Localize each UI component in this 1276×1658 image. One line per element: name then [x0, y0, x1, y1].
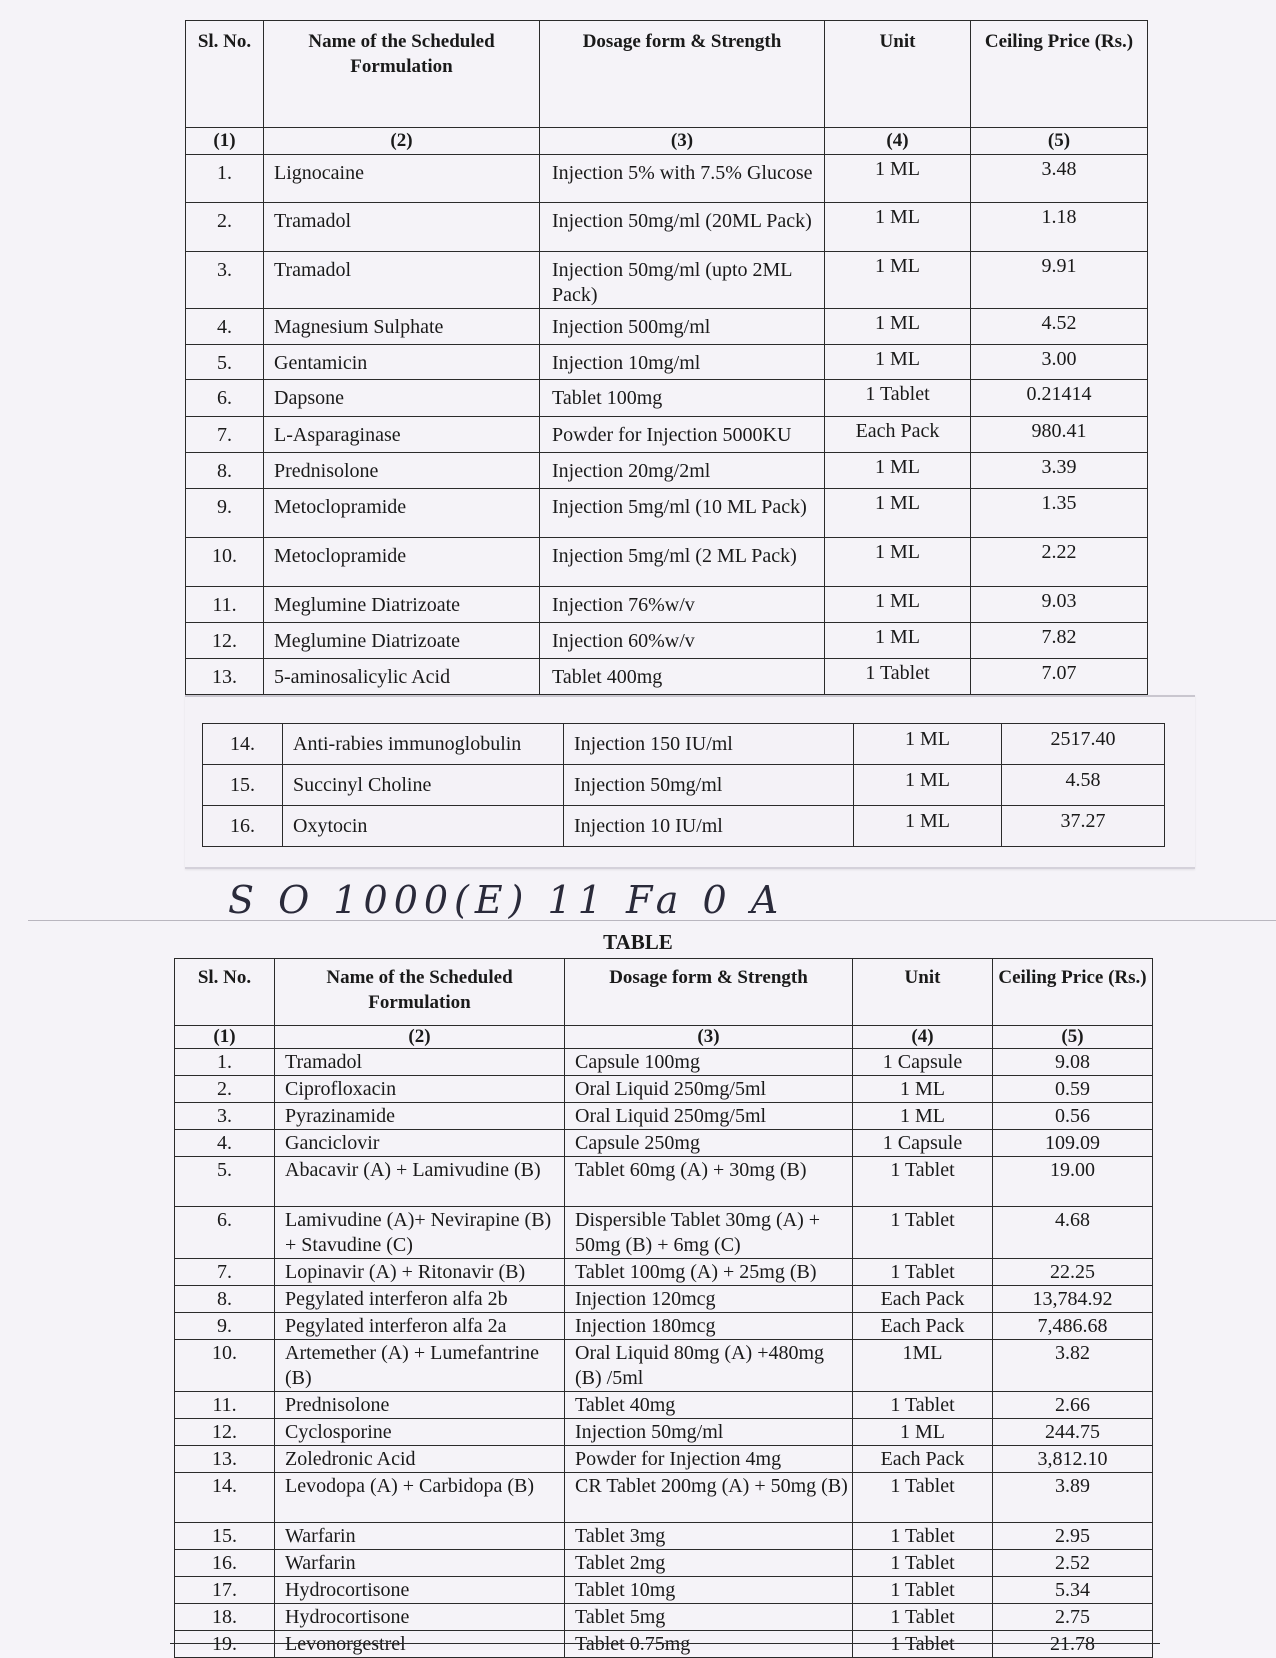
col-number: (4) — [825, 128, 971, 155]
cell-dosage: Injection 50mg/ml — [564, 765, 854, 806]
cell-unit: Each Pack — [853, 1446, 993, 1473]
table-row — [175, 1446, 1153, 1473]
cell-dosage: Tablet 40mg — [565, 1392, 853, 1419]
cell-ceiling-price: 4.58 — [1002, 765, 1165, 806]
table-row — [186, 623, 1148, 659]
cell-dosage: Oral Liquid 250mg/5ml — [565, 1103, 853, 1130]
cell-ceiling-price: 22.25 — [993, 1259, 1153, 1286]
table-row — [175, 1076, 1153, 1103]
col-number: (3) — [565, 1026, 853, 1049]
cell-formulation: Meglumine Diatrizoate — [264, 587, 540, 623]
header-dosage: Dosage form & Strength — [540, 21, 825, 128]
cell-sl-no: 6. — [186, 380, 264, 417]
cell-dosage: Oral Liquid 250mg/5ml — [565, 1076, 853, 1103]
header-sl-no: Sl. No. — [175, 959, 275, 1026]
cell-formulation: Hydrocortisone — [275, 1577, 565, 1604]
table-row — [175, 1340, 1153, 1392]
table-row — [175, 1207, 1153, 1259]
cell-dosage: Injection 500mg/ml — [540, 309, 825, 345]
cell-dosage: Tablet 60mg (A) + 30mg (B) — [565, 1157, 853, 1207]
table-caption: TABLE — [603, 930, 673, 954]
table-row — [203, 806, 1165, 847]
col-number: (5) — [993, 1026, 1153, 1049]
cell-sl-no: 10. — [175, 1340, 275, 1392]
table-row — [175, 1313, 1153, 1340]
cell-formulation: Magnesium Sulphate — [264, 309, 540, 345]
header-ceiling-price: Ceiling Price (Rs.) — [971, 21, 1148, 128]
cell-sl-no: 11. — [186, 587, 264, 623]
cell-unit: 1 Tablet — [853, 1473, 993, 1523]
cell-formulation: Pegylated interferon alfa 2b — [275, 1286, 565, 1313]
cell-sl-no: 14. — [203, 724, 283, 765]
cell-formulation: Meglumine Diatrizoate — [264, 623, 540, 659]
cell-dosage: Injection 50mg/ml — [565, 1419, 853, 1446]
col-number: (2) — [275, 1026, 565, 1049]
cell-formulation: Tramadol — [275, 1049, 565, 1076]
cell-dosage: Capsule 100mg — [565, 1049, 853, 1076]
cell-ceiling-price: 2517.40 — [1002, 724, 1165, 765]
header-dosage: Dosage form & Strength — [565, 959, 853, 1026]
cell-dosage: Powder for Injection 5000KU — [540, 417, 825, 453]
cell-unit: 1 ML — [825, 453, 971, 489]
cell-sl-no: 2. — [175, 1076, 275, 1103]
cell-unit: 1 Tablet — [853, 1259, 993, 1286]
table-row — [186, 489, 1148, 538]
cell-formulation: L-Asparaginase — [264, 417, 540, 453]
cell-unit: 1 ML — [853, 1076, 993, 1103]
col-number: (3) — [540, 128, 825, 155]
header-unit: Unit — [825, 21, 971, 128]
cell-dosage: Injection 120mcg — [565, 1286, 853, 1313]
cell-formulation: Pegylated interferon alfa 2a — [275, 1313, 565, 1340]
cell-formulation: Lopinavir (A) + Ritonavir (B) — [275, 1259, 565, 1286]
cell-formulation: Abacavir (A) + Lamivudine (B) — [275, 1157, 565, 1207]
cell-dosage: Injection 20mg/2ml — [540, 453, 825, 489]
price-table-lower — [174, 958, 1153, 1658]
table-row — [186, 659, 1148, 695]
cell-ceiling-price: 37.27 — [1002, 806, 1165, 847]
cell-ceiling-price: 2.75 — [993, 1604, 1153, 1631]
cell-formulation: Warfarin — [275, 1550, 565, 1577]
cell-dosage: Injection 50mg/ml (20ML Pack) — [540, 203, 825, 252]
cell-formulation: Ganciclovir — [275, 1130, 565, 1157]
cell-unit: 1 Tablet — [825, 659, 971, 695]
table-row — [175, 1392, 1153, 1419]
cell-sl-no: 19. — [175, 1631, 275, 1658]
cell-dosage: Capsule 250mg — [565, 1130, 853, 1157]
col-number: (4) — [853, 1026, 993, 1049]
price-table-strip — [202, 723, 1165, 847]
cell-sl-no: 7. — [175, 1259, 275, 1286]
header-sl-no: Sl. No. — [186, 21, 264, 128]
cell-ceiling-price: 9.91 — [971, 252, 1148, 309]
cell-sl-no: 12. — [186, 623, 264, 659]
header-ceiling-price: Ceiling Price (Rs.) — [993, 959, 1153, 1026]
cell-dosage: Tablet 0.75mg — [565, 1631, 853, 1658]
cell-sl-no: 1. — [186, 155, 264, 203]
cell-sl-no: 15. — [203, 765, 283, 806]
cell-formulation: Succinyl Choline — [283, 765, 564, 806]
cell-unit: 1 ML — [853, 1419, 993, 1446]
cell-ceiling-price: 3.89 — [993, 1473, 1153, 1523]
cell-dosage: Injection 50mg/ml (upto 2ML Pack) — [540, 252, 825, 309]
table-row — [175, 1419, 1153, 1446]
cell-unit: 1 Tablet — [853, 1631, 993, 1658]
cell-unit: 1 ML — [853, 1103, 993, 1130]
table-header-row — [175, 959, 1153, 1026]
table-row — [186, 345, 1148, 380]
cell-sl-no: 13. — [175, 1446, 275, 1473]
cell-unit: 1 Tablet — [825, 380, 971, 417]
cell-unit: 1 ML — [825, 587, 971, 623]
table-row — [175, 1550, 1153, 1577]
cell-ceiling-price: 2.22 — [971, 538, 1148, 587]
cell-unit: 1 ML — [825, 538, 971, 587]
cell-dosage: Tablet 100mg — [540, 380, 825, 417]
cell-dosage: Injection 5mg/ml (2 ML Pack) — [540, 538, 825, 587]
cell-sl-no: 3. — [175, 1103, 275, 1130]
cell-ceiling-price: 1.35 — [971, 489, 1148, 538]
cell-ceiling-price: 2.95 — [993, 1523, 1153, 1550]
cell-unit: 1 Tablet — [853, 1577, 993, 1604]
cell-ceiling-price: 1.18 — [971, 203, 1148, 252]
cell-unit: 1 ML — [825, 252, 971, 309]
cell-ceiling-price: 21.78 — [993, 1631, 1153, 1658]
cell-ceiling-price: 2.66 — [993, 1392, 1153, 1419]
cell-sl-no: 5. — [175, 1157, 275, 1207]
column-number-row — [175, 1026, 1153, 1049]
table-row — [186, 453, 1148, 489]
cell-ceiling-price: 4.68 — [993, 1207, 1153, 1259]
cell-dosage: Dispersible Tablet 30mg (A) + 50mg (B) + 6mg (C) — [565, 1207, 853, 1259]
cell-sl-no: 4. — [175, 1130, 275, 1157]
cell-formulation: Prednisolone — [264, 453, 540, 489]
header-unit: Unit — [853, 959, 993, 1026]
cell-ceiling-price: 3.48 — [971, 155, 1148, 203]
table-row — [175, 1523, 1153, 1550]
cell-sl-no: 15. — [175, 1523, 275, 1550]
handwritten-note: S O 1000(E) 11 Fa 0 A — [228, 878, 785, 922]
cell-ceiling-price: 19.00 — [993, 1157, 1153, 1207]
cell-formulation: Lignocaine — [264, 155, 540, 203]
cell-formulation: Cyclosporine — [275, 1419, 565, 1446]
column-number-row — [186, 128, 1148, 155]
cell-unit: 1 ML — [854, 765, 1002, 806]
cell-sl-no: 9. — [175, 1313, 275, 1340]
table-row — [186, 252, 1148, 309]
cell-formulation: Metoclopramide — [264, 489, 540, 538]
table-row — [175, 1286, 1153, 1313]
cell-formulation: Tramadol — [264, 252, 540, 309]
cell-sl-no: 8. — [175, 1286, 275, 1313]
cell-formulation: Pyrazinamide — [275, 1103, 565, 1130]
table-row — [186, 417, 1148, 453]
col-number: (1) — [186, 128, 264, 155]
cell-ceiling-price: 7,486.68 — [993, 1313, 1153, 1340]
cell-sl-no: 17. — [175, 1577, 275, 1604]
cell-ceiling-price: 109.09 — [993, 1130, 1153, 1157]
cell-dosage: Injection 60%w/v — [540, 623, 825, 659]
table-row — [186, 309, 1148, 345]
cell-unit: 1 ML — [825, 489, 971, 538]
cell-dosage: Injection 150 IU/ml — [564, 724, 854, 765]
cell-sl-no: 9. — [186, 489, 264, 538]
cell-formulation: Prednisolone — [275, 1392, 565, 1419]
header-formulation: Name of the Scheduled Formulation — [264, 21, 540, 128]
cell-dosage: Powder for Injection 4mg — [565, 1446, 853, 1473]
table-row — [186, 155, 1148, 203]
cell-ceiling-price: 0.59 — [993, 1076, 1153, 1103]
cell-ceiling-price: 4.52 — [971, 309, 1148, 345]
table-row — [175, 1577, 1153, 1604]
cell-dosage: Injection 10mg/ml — [540, 345, 825, 380]
cell-formulation: Dapsone — [264, 380, 540, 417]
cell-ceiling-price: 13,784.92 — [993, 1286, 1153, 1313]
cell-formulation: Levonorgestrel — [275, 1631, 565, 1658]
cell-dosage: Tablet 5mg — [565, 1604, 853, 1631]
cell-dosage: CR Tablet 200mg (A) + 50mg (B) — [565, 1473, 853, 1523]
cell-sl-no: 2. — [186, 203, 264, 252]
cell-dosage: Oral Liquid 80mg (A) +480mg (B) /5ml — [565, 1340, 853, 1392]
cell-dosage: Injection 76%w/v — [540, 587, 825, 623]
cell-formulation: Ciprofloxacin — [275, 1076, 565, 1103]
cell-dosage: Tablet 2mg — [565, 1550, 853, 1577]
cell-sl-no: 16. — [203, 806, 283, 847]
cell-sl-no: 6. — [175, 1207, 275, 1259]
cell-sl-no: 3. — [186, 252, 264, 309]
table-row — [186, 538, 1148, 587]
cell-ceiling-price: 3.82 — [993, 1340, 1153, 1392]
cell-dosage: Tablet 400mg — [540, 659, 825, 695]
cell-unit: 1 ML — [825, 203, 971, 252]
table-row — [186, 203, 1148, 252]
table-row — [175, 1049, 1153, 1076]
cell-unit: 1 ML — [825, 623, 971, 659]
cell-sl-no: 11. — [175, 1392, 275, 1419]
cell-dosage: Injection 5% with 7.5% Glucose — [540, 155, 825, 203]
cell-ceiling-price: 5.34 — [993, 1577, 1153, 1604]
cell-formulation: Oxytocin — [283, 806, 564, 847]
cell-unit: 1 Tablet — [853, 1392, 993, 1419]
cell-ceiling-price: 2.52 — [993, 1550, 1153, 1577]
cell-ceiling-price: 3.00 — [971, 345, 1148, 380]
cell-unit: 1 Tablet — [853, 1157, 993, 1207]
cell-sl-no: 1. — [175, 1049, 275, 1076]
cell-sl-no: 7. — [186, 417, 264, 453]
cell-formulation: Zoledronic Acid — [275, 1446, 565, 1473]
cell-formulation: Tramadol — [264, 203, 540, 252]
cell-ceiling-price: 7.82 — [971, 623, 1148, 659]
col-number: (2) — [264, 128, 540, 155]
cell-ceiling-price: 3,812.10 — [993, 1446, 1153, 1473]
cell-unit: Each Pack — [853, 1313, 993, 1340]
cell-sl-no: 13. — [186, 659, 264, 695]
cell-formulation: Gentamicin — [264, 345, 540, 380]
cell-unit: 1 Tablet — [853, 1550, 993, 1577]
cell-sl-no: 5. — [186, 345, 264, 380]
cell-unit: 1 ML — [854, 806, 1002, 847]
col-number: (5) — [971, 128, 1148, 155]
cell-dosage: Injection 180mcg — [565, 1313, 853, 1340]
table-body — [186, 155, 1148, 695]
cell-formulation: Warfarin — [275, 1523, 565, 1550]
cell-formulation: Artemether (A) + Lumefantrine (B) — [275, 1340, 565, 1392]
table-body — [175, 1049, 1153, 1658]
cell-ceiling-price: 9.03 — [971, 587, 1148, 623]
cell-formulation: 5-aminosalicylic Acid — [264, 659, 540, 695]
cell-dosage: Tablet 100mg (A) + 25mg (B) — [565, 1259, 853, 1286]
table-row — [175, 1259, 1153, 1286]
cell-dosage: Injection 5mg/ml (10 ML Pack) — [540, 489, 825, 538]
cell-unit: 1ML — [853, 1340, 993, 1392]
cell-dosage: Tablet 3mg — [565, 1523, 853, 1550]
cell-unit: 1 Tablet — [853, 1207, 993, 1259]
cell-unit: 1 ML — [825, 155, 971, 203]
table-row — [186, 587, 1148, 623]
cell-formulation: Metoclopramide — [264, 538, 540, 587]
cell-ceiling-price: 9.08 — [993, 1049, 1153, 1076]
cell-unit: 1 ML — [825, 309, 971, 345]
table-row — [186, 380, 1148, 417]
price-table-upper — [185, 20, 1148, 695]
cell-dosage: Tablet 10mg — [565, 1577, 853, 1604]
table-header-row — [186, 21, 1148, 128]
cell-ceiling-price: 0.56 — [993, 1103, 1153, 1130]
cell-ceiling-price: 0.21414 — [971, 380, 1148, 417]
cell-sl-no: 12. — [175, 1419, 275, 1446]
cell-ceiling-price: 3.39 — [971, 453, 1148, 489]
table-body — [203, 724, 1165, 847]
cell-unit: 1 Tablet — [853, 1523, 993, 1550]
cell-formulation: Lamivudine (A)+ Nevirapine (B) + Stavudine (C) — [275, 1207, 565, 1259]
cell-ceiling-price: 244.75 — [993, 1419, 1153, 1446]
cell-sl-no: 14. — [175, 1473, 275, 1523]
cell-unit: 1 Tablet — [853, 1604, 993, 1631]
table-row — [175, 1473, 1153, 1523]
cell-ceiling-price: 7.07 — [971, 659, 1148, 695]
header-formulation: Name of the Scheduled Formulation — [275, 959, 565, 1026]
table-row — [175, 1157, 1153, 1207]
cell-unit: 1 ML — [854, 724, 1002, 765]
cell-sl-no: 8. — [186, 453, 264, 489]
table-row — [175, 1130, 1153, 1157]
cell-unit: Each Pack — [825, 417, 971, 453]
col-number: (1) — [175, 1026, 275, 1049]
cell-dosage: Injection 10 IU/ml — [564, 806, 854, 847]
cell-sl-no: 10. — [186, 538, 264, 587]
cell-unit: 1 Capsule — [853, 1130, 993, 1157]
cell-sl-no: 18. — [175, 1604, 275, 1631]
cell-unit: 1 Capsule — [853, 1049, 993, 1076]
cell-sl-no: 16. — [175, 1550, 275, 1577]
table-row — [203, 724, 1165, 765]
table-row — [203, 765, 1165, 806]
cell-formulation: Hydrocortisone — [275, 1604, 565, 1631]
cell-ceiling-price: 980.41 — [971, 417, 1148, 453]
cell-unit: Each Pack — [853, 1286, 993, 1313]
table-row — [175, 1103, 1153, 1130]
table-row — [175, 1604, 1153, 1631]
cell-formulation: Levodopa (A) + Carbidopa (B) — [275, 1473, 565, 1523]
cell-formulation: Anti-rabies immunoglobulin — [283, 724, 564, 765]
cell-sl-no: 4. — [186, 309, 264, 345]
cell-unit: 1 ML — [825, 345, 971, 380]
